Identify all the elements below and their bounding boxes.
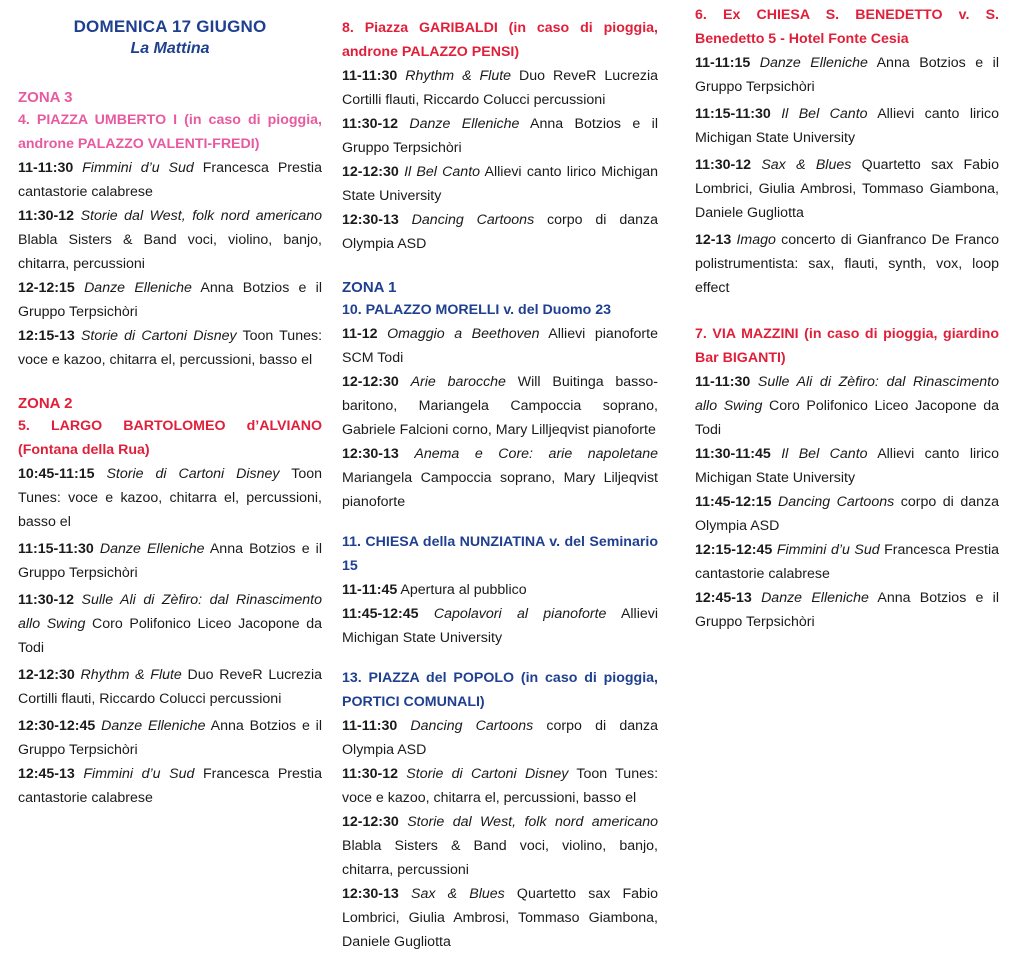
entry-desc: concerto di Gianfranco De Franco polistrumentista: sax, flauti, synth, vox, loop effect	[695, 232, 999, 296]
schedule-entry	[18, 276, 322, 324]
entry-desc: Anna Botzios e il Gruppo Terpsichòri	[18, 280, 322, 320]
schedule-entry	[695, 538, 999, 586]
entry-desc: Anna Botzios e il Gruppo Terpsichòri	[18, 541, 322, 581]
entries-chiesa-benedetto	[695, 51, 999, 300]
zone-3-label: ZONA 3	[18, 89, 73, 106]
entry-time: 11:30-12	[342, 116, 399, 132]
entry-time: 11-11:30	[18, 160, 74, 176]
entry-desc: Coro Polifonico Liceo Jacopone da Todi	[695, 398, 1000, 438]
entry-desc: Toon Tunes: voce e kazoo, chitarra el, percussioni, basso el	[342, 766, 659, 806]
venue-largo-alviano: 5. LARGO BARTOLOMEO d’ALVIANO (Fontana della Rua)	[18, 418, 322, 458]
entry-desc: Allievi canto lirico Michigan State University	[695, 446, 999, 486]
entry-desc: Francesca Prestia cantastorie calabrese	[18, 160, 322, 200]
schedule-entry	[18, 762, 322, 810]
entry-title: Dancing Cartoons	[411, 212, 535, 228]
entries-via-mazzini	[695, 370, 999, 634]
entries-piazza-popolo	[342, 714, 658, 954]
entry-title: Fimmini d’u Sud	[776, 542, 880, 558]
zone-1-label: ZONA 1	[342, 279, 397, 296]
schedule-entry	[18, 156, 322, 204]
schedule-entry	[342, 882, 658, 954]
entry-title: Il Bel Canto	[781, 446, 868, 462]
entry-time: 11-12	[342, 326, 378, 342]
column-left	[18, 0, 322, 810]
entry-title: Dancing Cartoons	[410, 718, 534, 734]
schedule-entry	[695, 228, 999, 300]
column-right	[695, 0, 999, 634]
venue-piazza-umberto: 4. PIAZZA UMBERTO I (in caso di pioggia, androne PALAZZO VALENTI-FREDI)	[18, 112, 322, 152]
entry-time: 11:30-11:45	[695, 446, 771, 462]
entry-desc: Anna Botzios e il Gruppo Terpsichòri	[342, 116, 658, 156]
schedule-entry	[342, 208, 658, 256]
schedule-entry	[695, 490, 999, 538]
schedule-entry	[695, 153, 999, 225]
entry-time: 12-12:30	[342, 814, 399, 830]
entry-title: Il Bel Canto	[781, 106, 868, 122]
entry-title: Storie di Cartoni Disney	[106, 466, 280, 482]
entries-piazza-garibaldi	[342, 64, 658, 256]
entry-desc: Allievi Michigan State University	[342, 606, 658, 646]
entries-largo-alviano	[18, 462, 322, 810]
schedule-entry	[18, 324, 322, 372]
entry-time: 12-12:30	[342, 164, 399, 180]
entry-time: 11-11:45	[342, 582, 398, 598]
entry-time: 12:15-13	[18, 328, 75, 344]
schedule-entry	[695, 442, 999, 490]
entry-desc: corpo di danza Olympia ASD	[342, 718, 658, 758]
entry-desc: Francesca Prestia cantastorie calabrese	[18, 766, 322, 806]
entry-desc: Duo ReveR Lucrezia Cortilli flauti, Riccardo Colucci percussioni	[342, 68, 658, 108]
entry-desc: Blabla Sisters & Band voci, violino, banjo, chitarra, percussioni	[342, 838, 658, 878]
schedule-entry	[342, 578, 658, 602]
entry-desc: Quartetto sax Fabio Lombrici, Giulia Ambrosi, Tommaso Giambona, Daniele Gugliotta	[695, 157, 999, 221]
zone-2-label: ZONA 2	[18, 395, 73, 412]
entry-time: 12:30-12:45	[18, 718, 96, 734]
day-title: DOMENICA 17 GIUGNO	[73, 17, 267, 36]
schedule-entry	[342, 602, 658, 650]
entry-desc: corpo di danza Olympia ASD	[695, 494, 999, 534]
venue-piazza-popolo: 13. PIAZZA del POPOLO (in caso di pioggia, PORTICI COMUNALI)	[342, 670, 658, 710]
entry-time: 12:15-12:45	[695, 542, 773, 558]
entry-time: 12:30-13	[342, 886, 399, 902]
schedule-entry	[342, 442, 658, 514]
entry-title: Danze Elleniche	[84, 280, 192, 296]
entry-title: Sax & Blues	[410, 886, 505, 902]
schedule-entry	[18, 462, 322, 534]
entry-title: Fimmini d’u Sud	[82, 160, 194, 176]
schedule-entry	[342, 322, 658, 370]
column-middle	[342, 0, 658, 954]
entry-desc: Will Buitinga basso-baritono, Mariangela Campoccia soprano, Gabriele Falcioni corno, Mary Lilljeqvist pianoforte	[342, 374, 658, 438]
schedule-entry	[695, 586, 999, 634]
entry-title: Danze Elleniche	[409, 116, 520, 132]
entry-desc: Anna Botzios e il Gruppo Terpsichòri	[695, 590, 999, 630]
entry-title: Sax & Blues	[761, 157, 852, 173]
entry-time: 11:45-12:15	[695, 494, 772, 510]
entry-time: 11:45-12:45	[342, 606, 419, 622]
entry-time: 11-11:15	[695, 55, 751, 71]
entry-time: 11:30-12	[342, 766, 399, 782]
entry-title: Fimmini d’u Sud	[83, 766, 195, 782]
entry-title: Capolavori al pianoforte	[433, 606, 607, 622]
entry-time: 12:30-13	[342, 446, 399, 462]
entry-time: 12:45-13	[18, 766, 75, 782]
entry-desc: Quartetto sax Fabio Lombrici, Giulia Ambrosi, Tommaso Giambona, Daniele Gugliotta	[342, 886, 658, 950]
entry-time: 11-11:30	[342, 718, 398, 734]
entry-title: Anema e Core: arie napoletane	[414, 446, 658, 462]
entry-desc: Francesca Prestia cantastorie calabrese	[695, 542, 1000, 582]
entry-time: 11:15-11:30	[18, 541, 94, 557]
entry-title: Imago	[736, 232, 776, 248]
entry-desc: Coro Polifonico Liceo Jacopone da Todi	[18, 616, 323, 656]
entry-desc: corpo di danza Olympia ASD	[342, 212, 658, 252]
schedule-entry	[342, 370, 658, 442]
entry-desc: Toon Tunes: voce e kazoo, chitarra el, percussioni, basso el	[18, 328, 323, 368]
schedule-entry	[342, 714, 658, 762]
entry-time: 11:30-12	[18, 592, 75, 608]
schedule-entry	[342, 160, 658, 208]
entry-desc: Allievi pianoforte SCM Todi	[342, 326, 658, 366]
entry-time: 12-12:15	[18, 280, 75, 296]
entry-desc: Toon Tunes: voce e kazoo, chitarra el, percussioni, basso el	[18, 466, 322, 530]
entries-piazza-umberto	[18, 156, 322, 372]
entry-desc: Blabla Sisters & Band voci, violino, banjo, chitarra, percussioni	[18, 232, 322, 272]
entry-title: Storie di Cartoni Disney	[406, 766, 569, 782]
entry-title: Storie di Cartoni Disney	[80, 328, 237, 344]
entry-time: 12-12:30	[18, 667, 75, 683]
schedule-entry	[695, 51, 999, 99]
schedule-entry	[18, 537, 322, 585]
entry-title: Dancing Cartoons	[778, 494, 895, 510]
entry-time: 11:30-12	[695, 157, 752, 173]
entries-chiesa-nunziatina	[342, 578, 658, 650]
entry-title: Rhythm & Flute	[405, 68, 512, 84]
day-subtitle: La Mattina	[130, 40, 210, 57]
entry-time: 11-11:30	[342, 68, 398, 84]
venue-chiesa-nunziatina: 11. CHIESA della NUNZIATINA v. del Seminario 15	[342, 534, 658, 574]
entry-title: Arie barocche	[410, 374, 506, 390]
entry-desc: Anna Botzios e il Gruppo Terpsichòri	[695, 55, 999, 95]
schedule-entry	[342, 112, 658, 160]
venue-via-mazzini: 7. VIA MAZZINI (in caso di pioggia, giardino Bar BIGANTI)	[695, 326, 999, 366]
entry-title: Il Bel Canto	[404, 164, 481, 180]
entry-time: 11:30-12	[18, 208, 75, 224]
entry-title: Storie dal West, folk nord americano	[80, 208, 322, 224]
entry-time: 10:45-11:15	[18, 466, 95, 482]
entry-time: 12-12:30	[342, 374, 399, 390]
entry-time: 11-11:30	[695, 374, 751, 390]
entry-desc: Apertura al pubblico	[400, 582, 527, 598]
schedule-entry	[18, 588, 322, 660]
entry-title: Sulle Ali di Zèfiro: dal Rinascimento allo Swing	[695, 374, 999, 414]
schedule-entry	[18, 714, 322, 762]
schedule-entry	[342, 810, 658, 882]
schedule-entry	[342, 762, 658, 810]
entry-time: 11:15-11:30	[695, 106, 771, 122]
venue-chiesa-benedetto: 6. Ex CHIESA S. BENEDETTO v. S. Benedetto 5 - Hotel Fonte Cesia	[695, 7, 999, 47]
entry-time: 12:30-13	[342, 212, 399, 228]
entry-title: Storie dal West, folk nord americano	[407, 814, 658, 830]
entry-title: Omaggio a Beethoven	[387, 326, 540, 342]
schedule-entry	[18, 663, 322, 711]
entry-title: Rhythm & Flute	[80, 667, 182, 683]
schedule-entry	[18, 204, 322, 276]
schedule-entry	[342, 64, 658, 112]
entry-desc: Anna Botzios e il Gruppo Terpsichòri	[18, 718, 322, 758]
entry-desc: Duo ReveR Lucrezia Cortilli flauti, Riccardo Colucci percussioni	[18, 667, 322, 707]
entry-title: Danze Elleniche	[761, 590, 869, 606]
venue-piazza-garibaldi: 8. Piazza GARIBALDI (in caso di pioggia, androne PALAZZO PENSI)	[342, 20, 658, 60]
entry-title: Danze Elleniche	[99, 541, 205, 557]
day-header	[18, 0, 322, 60]
venue-palazzo-morelli: 10. PALAZZO MORELLI v. del Duomo 23	[342, 302, 612, 318]
entry-time: 12-13	[695, 232, 732, 248]
schedule-entry	[695, 102, 999, 150]
entry-desc: Allievi canto lirico Michigan State University	[695, 106, 999, 146]
entries-palazzo-morelli	[342, 322, 658, 514]
entry-title: Danze Elleniche	[101, 718, 206, 734]
entry-title: Sulle Ali di Zèfiro: dal Rinascimento allo Swing	[18, 592, 322, 632]
schedule-entry	[695, 370, 999, 442]
entry-desc: Mariangela Campoccia soprano, Mary Liljeqvist pianoforte	[342, 470, 658, 510]
entry-desc: Allievi canto lirico Michigan State University	[342, 164, 659, 204]
entry-title: Danze Elleniche	[759, 55, 868, 71]
entry-time: 12:45-13	[695, 590, 752, 606]
